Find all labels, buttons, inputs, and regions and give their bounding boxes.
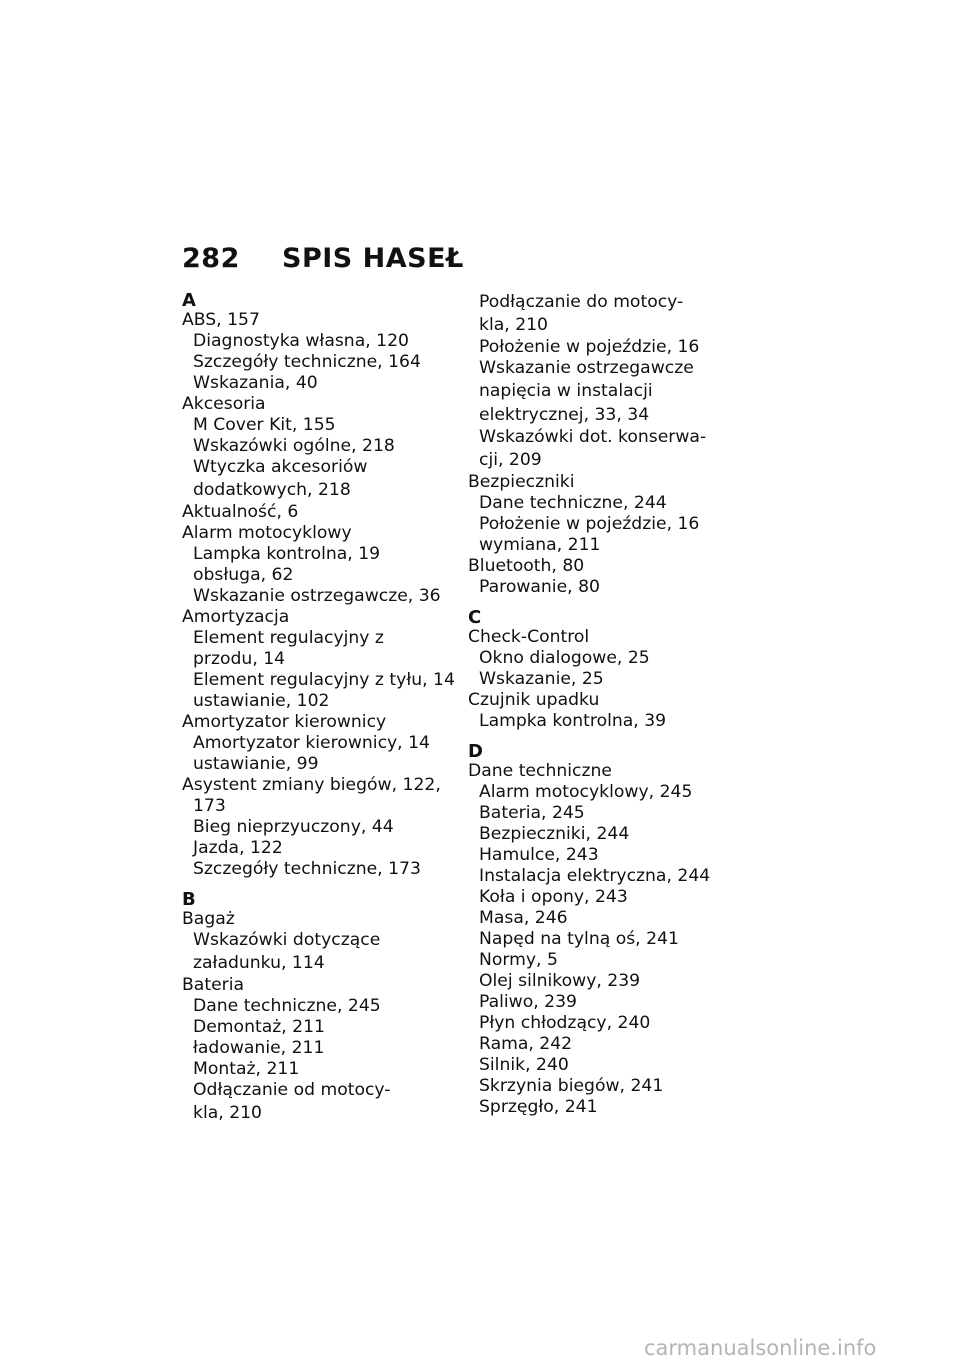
index-subentry: Szczegóły techniczne, 173 <box>193 859 421 879</box>
index-subentry: Szczegóły techniczne, 164 <box>193 352 421 372</box>
index-subentry: Diagnostyka własna, 120 <box>193 331 409 351</box>
index-letter-heading: A <box>182 290 196 311</box>
index-subentry: Lampka kontrolna, 19 <box>193 544 381 564</box>
index-letter-heading: B <box>182 889 196 910</box>
index-subentry: Normy, 5 <box>479 950 558 970</box>
index-subentry: Olej silnikowy, 239 <box>479 971 641 991</box>
watermark: carmanualsonline.info <box>644 1336 877 1360</box>
index-subentry: M Cover Kit, 155 <box>193 415 336 435</box>
page-title: SPIS HASEŁ <box>282 243 464 274</box>
index-entry: Asystent zmiany biegów, 122, <box>182 775 441 795</box>
index-subentry: Silnik, 240 <box>479 1055 569 1075</box>
index-subentry: Paliwo, 239 <box>479 992 577 1012</box>
index-subentry: Wskazania, 40 <box>193 373 318 393</box>
index-subentry: Koła i opony, 243 <box>479 887 628 907</box>
index-entry: Akcesoria <box>182 394 266 414</box>
index-subentry: Montaż, 211 <box>193 1059 300 1079</box>
index-subentry: Bieg nieprzyuczony, 44 <box>193 817 394 837</box>
index-entry: Bateria <box>182 975 245 995</box>
index-subentry: kla, 210 <box>193 1103 262 1123</box>
index-entry: Amortyzator kierownicy <box>182 712 387 732</box>
index-column-right <box>468 292 743 1118</box>
index-letter-heading: C <box>468 607 482 628</box>
index-subentry: napięcia w instalacji <box>479 381 653 401</box>
index-subentry: Hamulce, 243 <box>479 845 599 865</box>
index-subentry: Dane techniczne, 245 <box>193 996 381 1016</box>
index-subentry: Okno dialogowe, 25 <box>479 648 650 668</box>
index-subentry: ustawianie, 102 <box>193 691 330 711</box>
index-subentry: ładowanie, 211 <box>193 1038 325 1058</box>
index-subentry: elektrycznej, 33, 34 <box>479 405 650 425</box>
index-entry: Aktualność, 6 <box>182 502 299 522</box>
index-subentry: Podłączanie do motocy- <box>479 292 684 312</box>
index-subentry: załadunku, 114 <box>193 953 325 973</box>
index-subentry: 173 <box>193 796 226 816</box>
index-subentry: Parowanie, 80 <box>479 577 600 597</box>
index-entry: Check-Control <box>468 627 590 647</box>
index-subentry: Demontaż, 211 <box>193 1017 325 1037</box>
index-subentry: Masa, 246 <box>479 908 568 928</box>
index-subentry: Wskazanie, 25 <box>479 669 604 689</box>
index-subentry: Lampka kontrolna, 39 <box>479 711 667 731</box>
index-subentry: Instalacja elektryczna, 244 <box>479 866 711 886</box>
index-entry: Bagaż <box>182 909 235 929</box>
index-subentry: Wskazówki dot. konserwa- <box>479 427 707 447</box>
index-subentry: Wskazanie ostrzegawcze, 36 <box>193 586 441 606</box>
index-subentry: Dane techniczne, 244 <box>479 493 667 513</box>
index-subentry: dodatkowych, 218 <box>193 480 351 500</box>
index-subentry: Wskazówki ogólne, 218 <box>193 436 395 456</box>
index-entry: Amortyzacja <box>182 607 290 627</box>
index-entry: ABS, 157 <box>182 310 260 330</box>
index-subentry: Sprzęgło, 241 <box>479 1097 598 1117</box>
index-subentry: Skrzynia biegów, 241 <box>479 1076 664 1096</box>
index-subentry: Element regulacyjny z <box>193 628 384 648</box>
page-number: 282 <box>182 243 240 274</box>
index-subentry: Bezpieczniki, 244 <box>479 824 630 844</box>
index-entry: Bezpieczniki <box>468 472 575 492</box>
index-subentry: obsługa, 62 <box>193 565 294 585</box>
index-subentry: Odłączanie od motocy- <box>193 1080 391 1100</box>
index-subentry: wymiana, 211 <box>479 535 601 555</box>
index-subentry: ustawianie, 99 <box>193 754 319 774</box>
index-subentry: Położenie w pojeździe, 16 <box>479 337 700 357</box>
index-subentry: Alarm motocyklowy, 245 <box>479 782 693 802</box>
index-subentry: przodu, 14 <box>193 649 286 669</box>
index-subentry: kla, 210 <box>479 315 548 335</box>
index-subentry: Wskazówki dotyczące <box>193 930 381 950</box>
index-subentry: Bateria, 245 <box>479 803 585 823</box>
index-subentry: Wtyczka akcesoriów <box>193 457 368 477</box>
page-header <box>182 243 464 274</box>
index-subentry: Napęd na tylną oś, 241 <box>479 929 679 949</box>
index-letter-heading: D <box>468 741 483 762</box>
index-entry: Czujnik upadku <box>468 690 600 710</box>
index-column-left <box>182 292 457 1125</box>
index-entry: Bluetooth, 80 <box>468 556 585 576</box>
index-subentry: Wskazanie ostrzegawcze <box>479 358 694 378</box>
index-entry: Alarm motocyklowy <box>182 523 352 543</box>
index-subentry: Położenie w pojeździe, 16 <box>479 514 700 534</box>
index-subentry: cji, 209 <box>479 450 542 470</box>
index-subentry: Element regulacyjny z tyłu, 14 <box>193 670 455 690</box>
index-entry: Dane techniczne <box>468 761 612 781</box>
index-subentry: Amortyzator kierownicy, 14 <box>193 733 430 753</box>
index-subentry: Jazda, 122 <box>193 838 283 858</box>
index-subentry: Rama, 242 <box>479 1034 573 1054</box>
index-subentry: Płyn chłodzący, 240 <box>479 1013 651 1033</box>
